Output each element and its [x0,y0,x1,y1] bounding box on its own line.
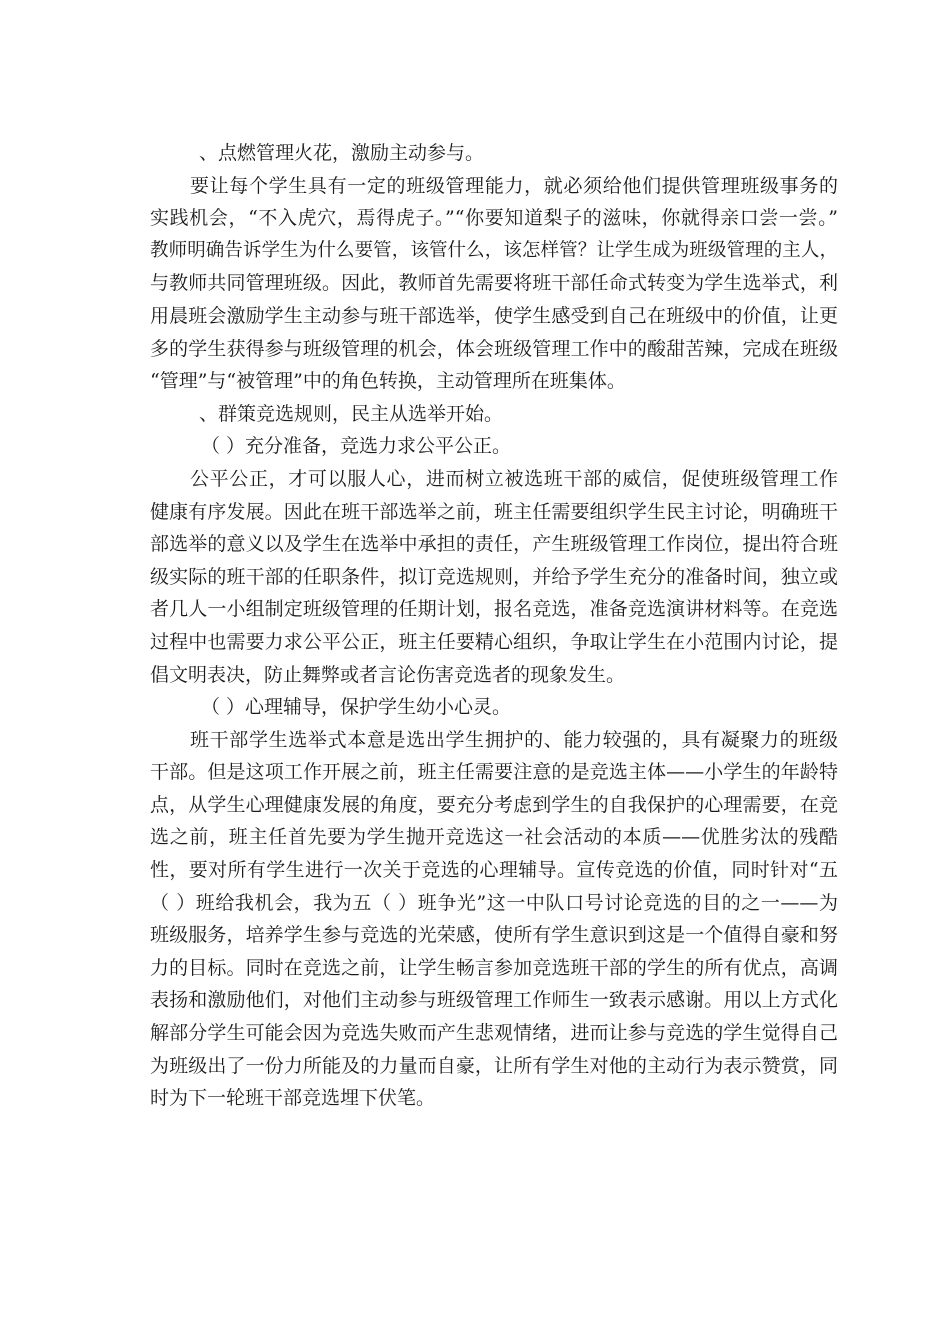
text-line: 性，要对所有学生进行一次关于竞选的心理辅导。宣传竞选的价值，同时针对“五 [150,859,838,882]
text-line: 倡文明表决，防止舞弊或者言论伤害竞选者的现象发生。 [150,663,626,686]
text-line: 力的目标。同时在竞选之前，让学生畅言参加竞选班干部的学生的所有优点，高调 [150,956,838,979]
text-line: 健康有序发展。因此在班干部选举之前，班主任需要组织学生民主讨论，明确班干 [150,500,838,523]
text-line: 公平公正，才可以服人心，进而树立被选班干部的威信，促使班级管理工作 [190,467,838,490]
text-line: 与教师共同管理班级。因此，教师首先需要将班干部任命式转变为学生选举式，利 [150,272,838,295]
text-line: 干部。但是这项工作开展之前，班主任需要注意的是竞选主体——小学生的年龄特 [150,761,838,784]
text-line: 选之前，班主任首先要为学生抛开竞选这一社会活动的本质——优胜劣汰的残酷 [150,826,838,849]
text-line: 者几人一小组制定班级管理的任期计划，报名竞选，准备竞选演讲材料等。在竞选 [150,598,838,621]
text-line: 要让每个学生具有一定的班级管理能力，就必须给他们提供管理班级事务的 [190,174,838,197]
subsection-heading-1: （ ）充分准备，竞选力求公平公正。 [201,435,512,458]
text-line: “管理”与“被管理”中的角色转换，主动管理所在班集体。 [150,370,626,393]
text-line: 教师明确告诉学生为什么要管，该管什么，该怎样管？让学生成为班级管理的主人， [150,239,838,261]
text-line: 点，从学生心理健康发展的角度，要充分考虑到学生的自我保护的心理需要，在竞 [150,793,838,816]
text-line: 班干部学生选举式本意是选出学生拥护的、能力较强的，具有凝聚力的班级 [190,728,838,751]
section-heading-1: 、点燃管理火花，激励主动参与。 [199,142,485,164]
section-heading-2: 、群策竞选规则，民主从选举开始。 [199,402,504,425]
text-line: 班级服务，培养学生参与竞选的光荣感，使所有学生意识到这是一个值得自豪和努 [150,924,838,947]
text-line: 解部分学生可能会因为竞选失败而产生悲观情绪，进而让参与竞选的学生觉得自己 [150,1022,838,1045]
text-line: 用晨班会激励学生主动参与班干部选举，使学生感受到自己在班级中的价值，让更 [150,304,838,327]
subsection-heading-2: （ ）心理辅导，保护学生幼小心灵。 [201,696,512,719]
text-line: 为班级出了一份力所能及的力量而自豪，让所有学生对他的主动行为表示赞赏，同 [150,1054,838,1077]
text-line: 表扬和激励他们，对他们主动参与班级管理工作师生一致表示感谢。用以上方式化 [150,989,838,1012]
text-line: （ ）班给我机会，我为五（ ）班争光”这一中队口号讨论竞选的目的之一——为 [150,891,838,914]
text-line: 部选举的意义以及学生在选举中承担的责任，产生班级管理工作岗位，提出符合班 [150,533,838,556]
text-line: 过程中也需要力求公平公正，班主任要精心组织，争取让学生在小范围内讨论，提 [150,630,838,653]
text-line: 多的学生获得参与班级管理的机会，体会班级管理工作中的酸甜苦辣，完成在班级 [150,337,838,360]
text-line: 实践机会，“不入虎穴，焉得虎子。”“你要知道梨子的滋味，你就得亲口尝一尝。” [150,207,838,230]
text-line: 级实际的班干部的任职条件，拟订竞选规则，并给予学生充分的准备时间，独立或 [150,565,838,588]
document-body [150,137,838,1115]
text-line: 时为下一轮班干部竞选埋下伏笔。 [150,1087,436,1110]
